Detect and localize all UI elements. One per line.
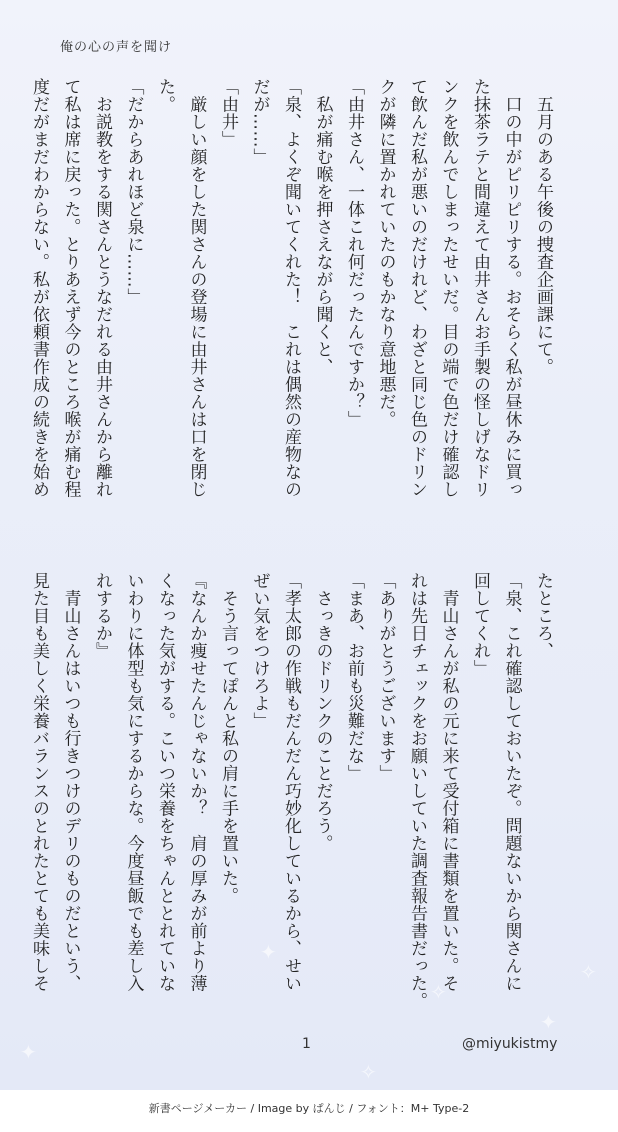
text-line: た。 <box>155 78 175 113</box>
text-line: いわりに体型も気にするからな。今度昼飯でも差し入 <box>123 572 144 992</box>
text-block-upper <box>23 78 559 518</box>
sparkle-icon: ✧ <box>360 1060 377 1084</box>
author-handle: @miyukistmy <box>462 1036 558 1052</box>
text-line: ぜい気をつけろよ」 <box>249 572 270 730</box>
text-line: 「ありがとうございます」 <box>375 572 396 782</box>
text-line: ンクを飲んでしまったせいだ。目の端で色だけ確認し <box>438 78 459 498</box>
text-line: れは先日チェックをお願いしていた調査報告書だった。 <box>407 572 427 1010</box>
text-line: そう言ってぽんと私の肩に手を置いた。 <box>218 572 238 905</box>
page-title: 俺の心の声を聞け <box>60 40 173 55</box>
page-number: 1 <box>302 1036 311 1052</box>
text-line: 『なんか痩せたんじゃないか？ 肩の厚みが前より薄 <box>186 572 207 992</box>
text-line: 青山さんが私の元に来て受付箱に書類を置いた。そ <box>438 572 459 992</box>
sparkle-icon: ✧ <box>580 960 597 984</box>
text-line: 「泉、これ確認しておいたぞ。問題ないから関さんに <box>501 572 522 992</box>
text-line: 見た目も美しく栄養バランスのとれたとても美味しそ <box>29 572 49 992</box>
text-line: くなった気がする。こいつ栄養をちゃんととれていな <box>155 572 175 992</box>
text-line: 「だからあれほど泉に……」 <box>123 78 144 306</box>
footer-credit: 新書ページメーカー / Image by ぱんじ / フォント：M+ Type-2 <box>148 1102 470 1115</box>
text-line: たところ、 <box>533 572 553 660</box>
text-line: 私が痛む喉を押さえながら聞くと、 <box>312 78 333 376</box>
text-line: 「まあ、お前も災難だな」 <box>344 572 364 782</box>
text-line: た抹茶ラテと間違えて由井さんお手製の怪しげなドリ <box>470 78 490 498</box>
text-block-lower <box>23 572 559 1012</box>
text-line: だが……」 <box>249 78 270 166</box>
text-line: 「由井」 <box>218 78 238 148</box>
text-line: て私は席に戻った。とりあえず今のところ喉が痛む程 <box>60 78 81 498</box>
text-line: 度だがまだわからない。私が依頼書作成の続きを始め <box>29 78 49 498</box>
text-line: 「泉、よくぞ聞いてくれた！ これは偶然の産物なの <box>281 78 301 498</box>
text-line: 「孝太郎の作戦もだんだん巧妙化しているから、せい <box>281 572 301 992</box>
sparkle-icon: ✦ <box>540 1010 557 1034</box>
text-line: て飲んだ私が悪いのだけれど、わざと同じ色のドリン <box>407 78 427 498</box>
text-line: 厳しい顔をした関さんの登場に由井さんは口を閉じ <box>186 78 207 498</box>
text-line: 青山さんはいつも行きつけのデリのものだという、 <box>60 572 81 992</box>
text-line: 「由井さん、一体これ何だったんですか？」 <box>344 78 364 428</box>
text-line: 口の中がピリピリする。おそらく私が昼休みに買っ <box>501 78 522 498</box>
sparkle-icon: ✦ <box>260 940 277 964</box>
text-line: 五月のある午後の捜査企画課にて。 <box>533 78 553 376</box>
text-line: クが隣に置かれていたのもかなり意地悪だ。 <box>375 78 396 428</box>
text-line: さっきのドリンクのことだろう。 <box>312 572 333 852</box>
text-line: 回してくれ」 <box>470 572 490 677</box>
sparkle-icon: ✦ <box>20 1040 37 1064</box>
text-line: お説教をする関さんとうなだれる由井さんから離れ <box>92 78 112 498</box>
sparkle-icon: ✧ <box>430 980 447 1004</box>
text-line: れするか』 <box>92 572 112 660</box>
